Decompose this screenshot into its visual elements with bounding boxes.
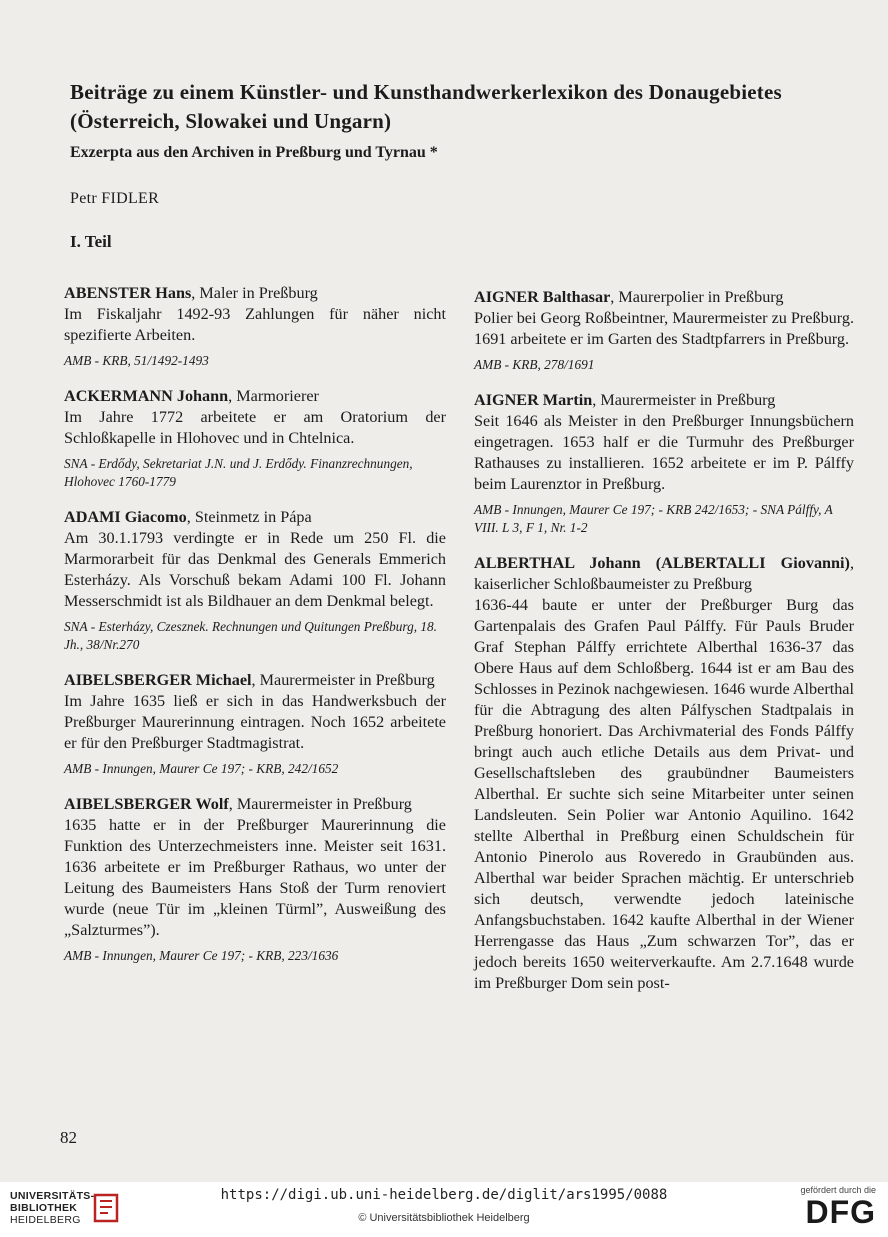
entry-body: Im Jahre 1635 ließ er sich in das Handwerksbuch der Preßburger Maurerinnung eintragen. Noch 1652 arbeitete er für den Preßburger Stadtmagistrat. (64, 692, 446, 752)
footer-bar (0, 1182, 888, 1237)
entry-name: AIGNER Martin (474, 391, 593, 409)
entry-body: Seit 1646 als Meister in den Preßburger Innungsbüchern eingetragen. 1653 half er die Turmuhr des Preßburger Rathauses zu installieren. 1652 arbeitete er im P. Pálffy beim Laurenztor in Preßburg. (474, 412, 854, 493)
entry-role: , kaiserlicher Schloßbaumeister zu Preßburg (474, 554, 854, 593)
entry-name: AIGNER Balthasar (474, 288, 611, 306)
entry-source: SNA - Esterházy, Czesznek. Rechnungen und Quitungen Preßburg, 18. Jh., 38/Nr.270 (64, 619, 438, 652)
part-heading: I. Teil (70, 232, 112, 251)
entry-source: SNA - Erdődy, Sekretariat J.N. und J. Erdődy. Finanzrechnungen, Hlohovec 1760-1779 (64, 456, 413, 489)
entry-body: Am 30.1.1793 verdingte er in Rede um 250 Fl. die Marmorarbeit für das Denkmal des Generals Emmerich Esterházy. Als Vorschuß bekam Adami 100 Fl. Johann Messerschmidt ist als Bildhauer an dem Denkmal belegt. (64, 529, 446, 610)
entry-source: AMB - Innungen, Maurer Ce 197; - KRB, 223/1636 (64, 948, 339, 963)
entry-role: , Maurermeister in Preßburg (251, 671, 435, 689)
entry-name: ABENSTER Hans (64, 284, 192, 302)
right-column (474, 287, 854, 1010)
entry-source: AMB - Innungen, Maurer Ce 197; - KRB, 242/1652 (64, 761, 339, 776)
article-title: Beiträge zu einem Künstler- und Kunsthandwerkerlexikon des Donaugebietes (Österreich, Slowakei und Ungarn) (70, 80, 782, 133)
entry-role: , Maurerpolier in Preßburg (610, 288, 784, 306)
lexicon-entry (474, 287, 854, 374)
entry-body: Polier bei Georg Roßbeintner, Maurermeister zu Preßburg. 1691 arbeitete er im Garten des Stadtpfarrers in Preßburg. (474, 309, 854, 348)
lexicon-entry (64, 794, 446, 965)
entry-body: 1635 hatte er in der Preßburger Maurerinnung die Funktion des Unterzechmeisters inne. Meister seit 1631. 1636 arbeitete er im Preßburger Rathaus, wo unter der Leitung des Baumeisters Hans Stoß der Turm renoviert wurde (neue Tür im „kleinen Türml”, Ausweißung des „Salzturmes”). (64, 816, 446, 939)
entry-body: 1636-44 baute er unter der Preßburger Burg das Gartenpalais des Grafen Paul Pálffy. Für Pauls Bruder Graf Stephan Pálffy errichtete Alberthal 1636-37 das Obere Haus auf dem Schloßberg. 1644 ist er am Bau des Schlosses in Pezinok nachgewiesen. 1646 wurde Alberthal für die Abtragung des alten Pálfyschen Stadtpalais in Preßburg honoriert. Das Archivmaterial des Fonds Pálffy bringt auch auch etliche Details aus dem Privat- und Gesellschaftsleben des graubündner Baumeisters Alberthal. Er suchte sich seine Mitarbeiter unter seinen Landsleuten. Sein Polier war Antonio Aquilino. 1642 stellte Alberthal in Preßburg einen Schuldschein für Antonio Pinerolo aus Roveredo in Graubünden aus. Alberthal war beider Sprachen mächtig. Er unterschrieb sich deutsch, verwendte jedoch lateinische Anfangsbuchstaben. 1642 kaufte Alberthal in der Wiener Herrengasse das Haus „Zum schwarzen Tor”, das er jedoch bereits 1650 weiterverkaufte. Am 2.7.1648 wurde im Preßburger Dom sein post- (474, 596, 854, 992)
lexicon-entry (474, 553, 854, 994)
lexicon-entry (64, 386, 446, 491)
entry-role: , Marmorierer (228, 387, 319, 405)
page-number: 82 (60, 1128, 77, 1147)
entry-role: , Maler in Preßburg (191, 284, 318, 302)
left-column (64, 283, 446, 981)
entry-role: , Steinmetz in Pápa (186, 508, 312, 526)
copyright-notice: © Universitätsbibliothek Heidelberg (358, 1212, 530, 1224)
dfg-logo[interactable]: DFG (805, 1194, 876, 1230)
lexicon-entry (64, 670, 446, 778)
entry-role: , Maurermeister in Preßburg (592, 391, 776, 409)
entry-name: ADAMI Giacomo (64, 508, 187, 526)
entry-source: AMB - KRB, 51/1492-1493 (64, 353, 209, 368)
lexicon-entry (64, 283, 446, 370)
entry-name: ACKERMANN Johann (64, 387, 229, 405)
lexicon-entry (474, 390, 854, 537)
permalink-url[interactable]: https://digi.ub.uni-heidelberg.de/diglit/ars1995/0088 (220, 1187, 668, 1203)
author-name: Petr FIDLER (70, 190, 160, 207)
lexicon-entry (64, 507, 446, 654)
entry-name: AIBELSBERGER Michael (64, 671, 252, 689)
library-logo-text: UNIVERSITÄTS- BIBLIOTHEK HEIDELBERG (10, 1190, 95, 1226)
entry-name: ALBERTHAL Johann (ALBERTALLI Giovanni) (474, 554, 850, 572)
article-subtitle: Exzerpta aus den Archiven in Preßburg und Tyrnau * (70, 144, 438, 161)
funder-note: gefördert durch die (800, 1185, 876, 1195)
entry-source: AMB - Innungen, Maurer Ce 197; - KRB 242/1653; - SNA Pálffy, A VIII. L 3, F 1, Nr. 1-2 (474, 502, 833, 535)
entry-role: , Maurermeister in Preßburg (228, 795, 412, 813)
entry-name: AIBELSBERGER Wolf (64, 795, 229, 813)
entry-body: Im Jahre 1772 arbeitete er am Oratorium der Schloßkapelle in Hlohovec und in Chtelnica. (64, 408, 446, 447)
entry-source: AMB - KRB, 278/1691 (474, 357, 595, 372)
entry-body: Im Fiskaljahr 1492-93 Zahlungen für näher nicht spezifierte Arbeiten. (64, 305, 446, 344)
